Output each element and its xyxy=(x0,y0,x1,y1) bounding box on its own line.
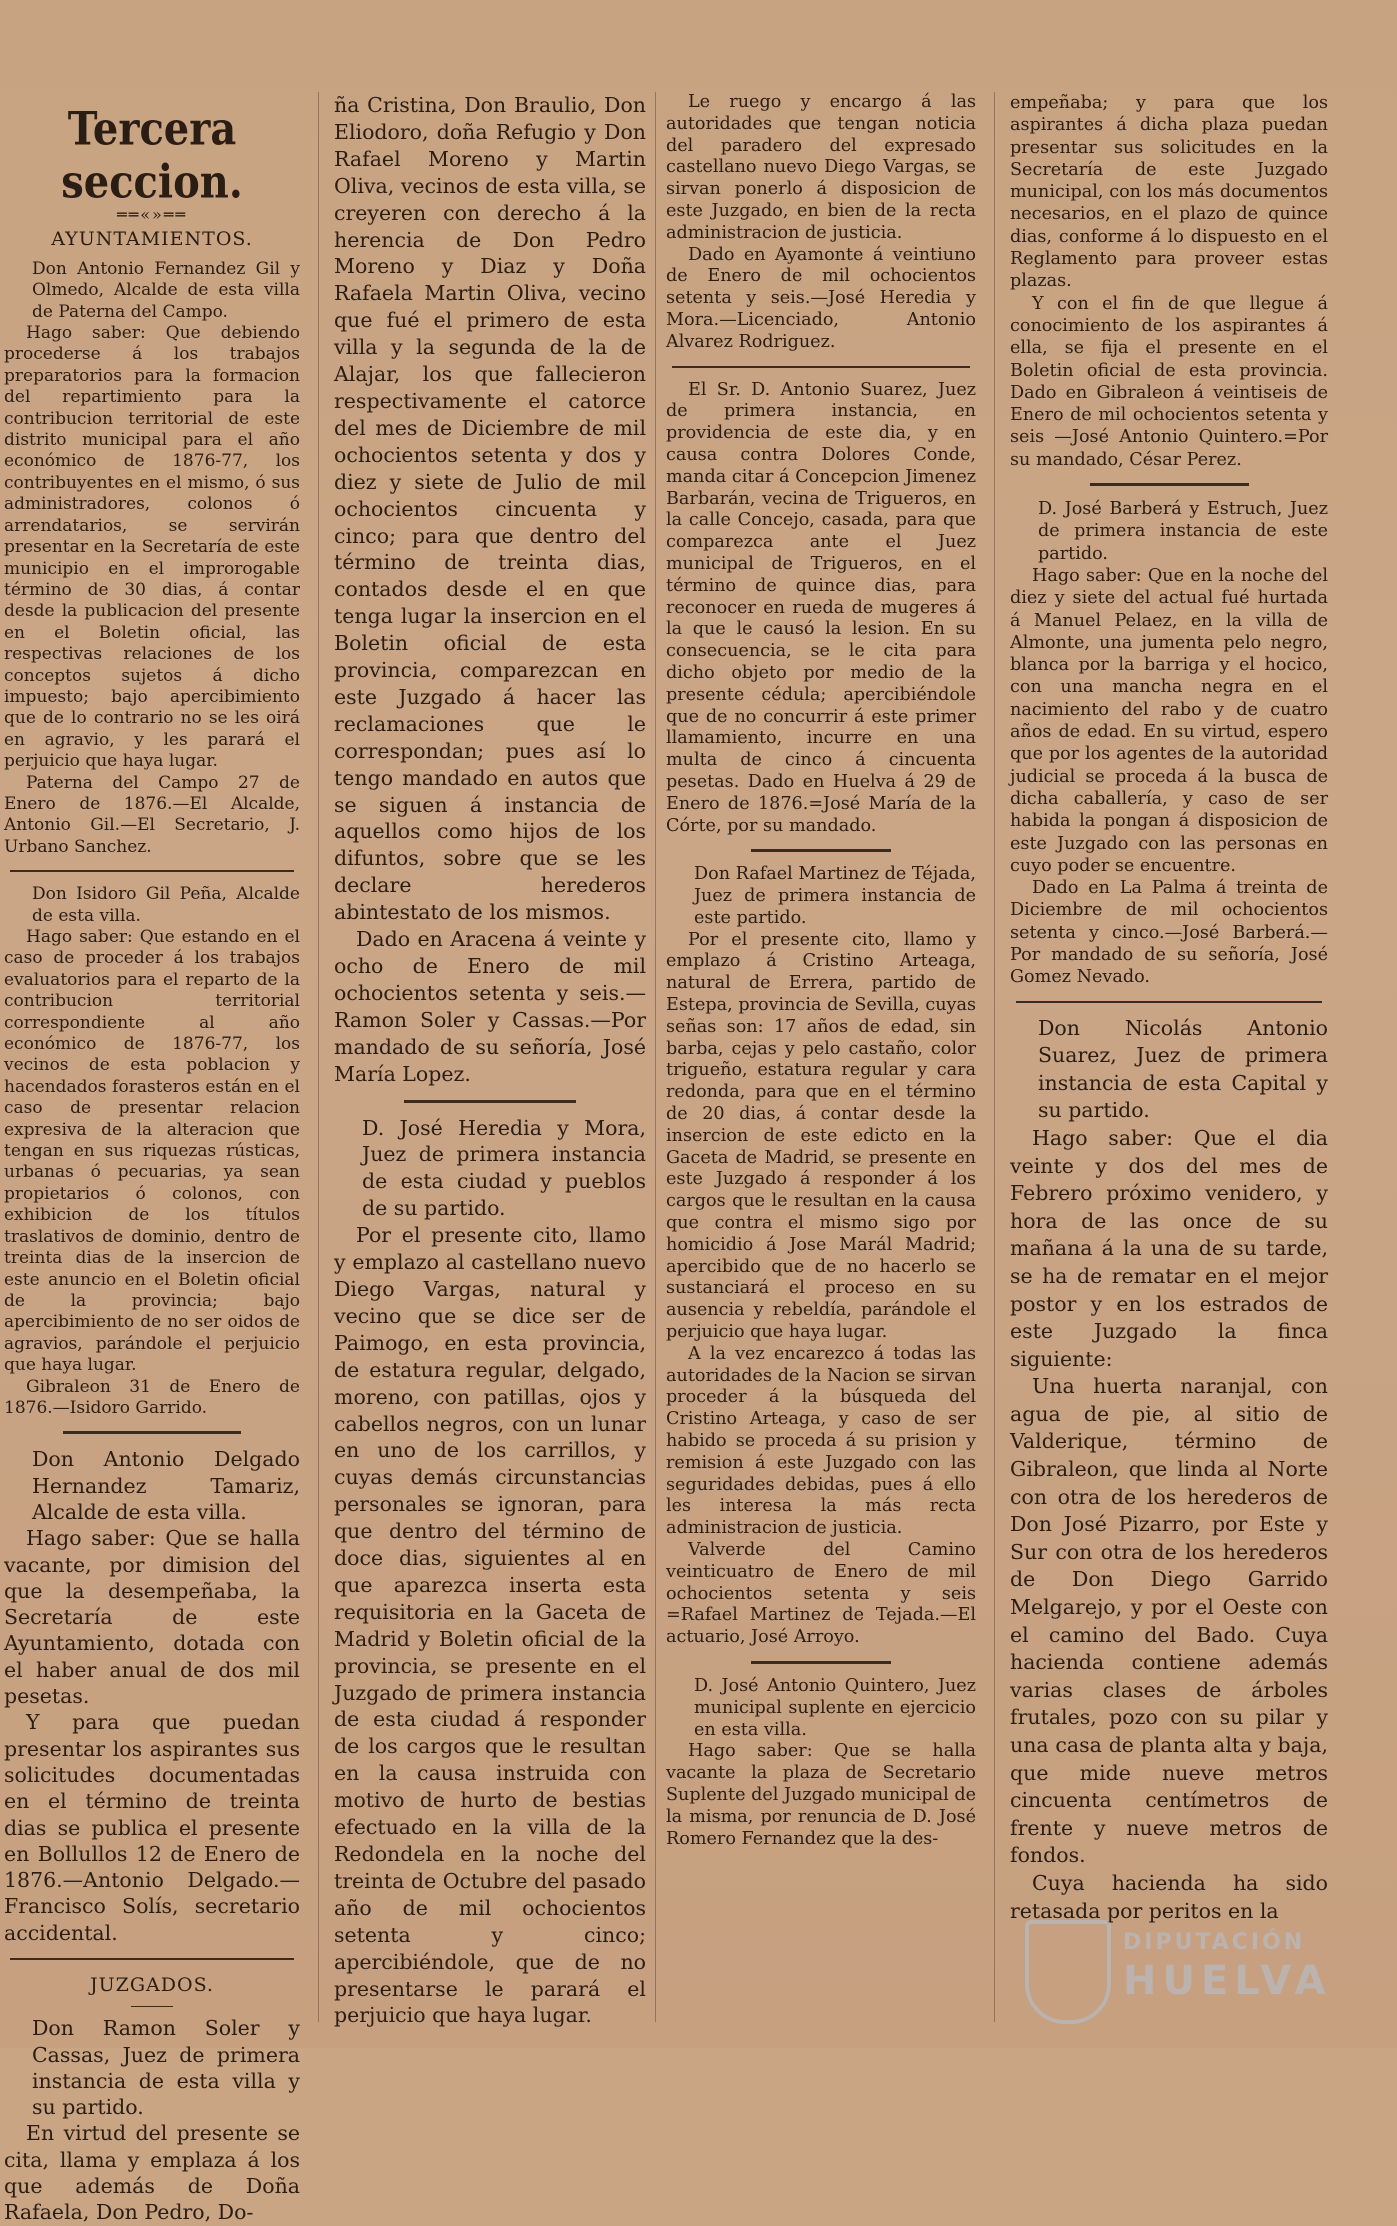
title-ornament: ══«»══ xyxy=(116,205,188,224)
notice-body: Por el presente cito, llamo y emplazo al castellano nuevo Diego Vargas, natural y vecino que se dice ser de Paimogo, en esta provincia, de estatura regular, delgado, moreno, con patillas, ojos y cabellos negros, con un lunar en uno de los carrillos, y cuyas demás circunstancias personales se ignoran, para que dentro del término de doce dias, siguientes al en que aparezca inserta esta requisitoria en la Gaceta de Madrid y Boletin oficial de la provincia, se presente en el Juzgado de primera instancia de esta ciudad á responder de los cargos que le resultan en la causa instruida con motivo de hurto de bestias efectuado en la villa de la Redondela en la noche del treinta de Octubre del pasado año de mil ochocientos setenta y cinco; apercibiéndole, que de no presentarse le parará el perjuicio que haya lugar. xyxy=(334,1223,646,2028)
notice-body: En virtud del presente se cita, llama y emplaza á los que además de Doña Rafaela, Don Pedro, Do- xyxy=(4,2121,300,2225)
notice-heading: Don Antonio Fernandez Gil y Olmedo, Alcalde de esta villa de Paterna del Campo. xyxy=(32,258,300,322)
provincial-shield-icon xyxy=(1025,1920,1111,2024)
notice-signature: Dado en La Palma á treinta de Diciembre de mil ochocientos setenta y cinco.—José Barberá.—Por mandado de su señoría, José Gomez Nevado. xyxy=(1010,878,1328,988)
separator-rule xyxy=(751,849,891,852)
notice-signature: Valverde del Camino veinticuatro de Enero de mil ochocientos setenta y seis =Rafael Martinez de Tejada.—El actuario, José Arroyo. xyxy=(666,1540,976,1648)
section-title: Tercera seccion. xyxy=(61,101,243,209)
notice-heading: Don Isidoro Gil Peña, Alcalde de esta villa. xyxy=(32,884,300,926)
column-3 xyxy=(666,92,976,2032)
notice-body: Le ruego y encargo á las autoridades que tengan noticia del paradero del expresado castellano nuevo Diego Vargas, se sirvan ponerlo á disposicion de este Juzgado, en bien de la recta administracion de justicia. xyxy=(666,92,976,243)
column-4 xyxy=(1010,92,1328,2032)
notice-heading: Don Antonio Delgado Hernandez Tamariz, Alcalde de esta villa. xyxy=(32,1447,300,1524)
column-rule xyxy=(994,92,995,2022)
separator-rule xyxy=(1090,483,1249,486)
notice-heading: D. José Antonio Quintero, Juez municipal suplente en ejercicio en esta villa. xyxy=(694,1675,976,1740)
ayuntamientos-heading: AYUNTAMIENTOS. xyxy=(51,228,253,251)
separator-rule xyxy=(131,2006,172,2007)
notice-body: ña Cristina, Don Braulio, Don Eliodoro, doña Refugio y Don Rafael Moreno y Martin Oliva, vecinos de esta villa, se creyeren con derecho á la herencia de Don Pedro Moreno y Diaz y Doña Rafaela Martin Oliva, vecino que fué el primero de esta villa y la segunda de la de Alajar, los que fallecieron respectivamente el catorce del mes de Diciembre de mil ochocientos setenta y dos y diez y siete de Julio de mil ochocientos cincuenta y cinco; para que dentro del término de treinta dias, contados desde el en que tenga lugar la insercion en el Boletin oficial de esta provincia, comparezcan en este Juzgado á hacer las reclamaciones que le correspondan; pues así lo tengo mandado en autos que se siguen á instancia de aquellos como hijos de los difuntos, sobre que se les declare herederos abintestato de los mismos. xyxy=(334,93,646,925)
notice-body: Y para que puedan presentar los aspirantes sus solicitudes documentadas en el término de treinta dias se publica el presente en Bollullos 12 de Enero de 1876.—Antonio Delgado.—Francisco Solís, secretario accidental. xyxy=(4,1710,300,1945)
separator-rule xyxy=(10,1958,294,1960)
separator-rule xyxy=(1016,1001,1321,1003)
notice-body: Hago saber: Que se halla vacante la plaza de Secretario Suplente del Juzgado municipal de la misma, por renuncia de D. José Romero Fernandez que la des- xyxy=(666,1741,976,1849)
notice-body: Por el presente cito, llamo y emplazo á Cristino Arteaga, natural de Errera, partido de Estepa, provincia de Sevilla, cuyas señas son: 17 años de edad, sin barba, cejas y pelo castaño, color trigueño, estatura regular y cara redonda, para que en el término de 20 dias, á contar desde la insercion de este edicto en la Gaceta de Madrid, se presente en este Juzgado á responder á los cargos que le resultan en la causa que contra el mismo sigo por homicidio á Jose Marál Madrid; apercibido que de no hacerlo se sustanciará el proceso en su ausencia y rebeldía, parándole el perjuicio que haya lugar. xyxy=(666,929,976,1343)
notice-signature: Paterna del Campo 27 de Enero de 1876.—El Alcalde, Antonio Gil.—El Secretario, J. Urbano Sanchez. xyxy=(4,772,300,857)
notice-body: Hago saber: Que se halla vacante, por dimision del que la desempeñaba, la Secretaría de este Ayuntamiento, dotada con el haber anual de dos mil pesetas. xyxy=(4,1526,300,1709)
notice-body: Hago saber: Que estando en el caso de proceder á los trabajos evaluatorios para el reparto de la contribucion territorial correspondiente al año económico de 1876-77, los vecinos de esta poblacion y hacendados forasteros están en el caso de presentar relacion expresiva de la alteracion que tengan en sus riquezas rústicas, urbanas ó pecuarias, ya sean propietarios ó colonos, con exhibicion de los títulos traslativos de dominio, dentro de treinta dias de la insercion de este anuncio en el Boletin oficial de la provincia; bajo apercibimiento de no ser oidos de agravios, parándole el perjuicio que haya lugar. xyxy=(4,927,300,1376)
archive-watermark xyxy=(1037,1930,1337,2010)
notice-body: El Sr. D. Antonio Suarez, Juez de primera instancia, en providencia de este dia, y en causa contra Dolores Conde, manda citar á Concepcion Jimenez Barbarán, vecina de Trigueros, en la calle Concejo, casada, para que comparezca ante el Juez municipal de Trigueros, en el término de quince dias, para reconocer en rueda de mugeres á la que le causó la lesion. En su consecuencia, se le cita para dicho objeto por medio de la presente cédula; apercibiéndole que de no concurrir á este primer llamamiento, incurre en una multa de cinco á cincuenta pesetas. Dado en Huelva á 29 de Enero de 1876.=José María de la Córte, por su mandado. xyxy=(666,379,976,836)
notice-body: A la vez encarezco á todas las autoridades de la Nacion se sirvan proceder á la búsqueda del Cristino Arteaga, y caso de ser habido se proceda á su prision y remision á este Juzgado con las seguridades debidas, pues á ello les interesa la más recta administracion de justicia. xyxy=(666,1343,976,1539)
notice-signature: Dado en Ayamonte á veintiuno de Enero de mil ochocientos setenta y seis.—José Heredia y Mora.—Licenciado, Antonio Alvarez Rodriguez. xyxy=(666,244,976,352)
separator-rule xyxy=(10,870,294,872)
watermark-line-2: HUELVA xyxy=(1123,1958,1332,2004)
column-rule xyxy=(655,92,656,2022)
notice-body: Hago saber: Que en la noche del diez y siete del actual fué hurtada á Manuel Pelaez, en la villa de Almonte, una jumenta pelo negro, blanca por la barriga y el hocico, con una mancha negra en el nacimiento del rabo y de cuatro años de edad. En su virtud, espero que por los agentes de la autoridad judicial se proceda á la busca de dicha caballería, y caso de ser habida la pongan á disposicion de este Juzgado con las personas en cuyo poder se encuentre. xyxy=(1010,565,1328,876)
notice-body: Hago saber: Que debiendo procederse á los trabajos preparatorios para la formacion del repartimiento para la contribucion territorial de este distrito municipal para el año económico de 1876-77, los contribuyentes en el mismo, ó sus administradores, colonos ó arrendatarios, se servirán presentar en la Secretaría de este municipio en el improrogable término de 30 dias, á contar desde la publicacion del presente en el Boletin oficial, las respectivas relaciones de los conceptos sujetos á dicho impuesto; bajo apercibimiento que de lo contrario no se les oirá en agravio, y les parará el perjuicio que haya lugar. xyxy=(4,323,300,772)
notice-body: Una huerta naranjal, con agua de pie, al sitio de Valderique, término de Gibraleon, que linda al Norte con otra de los herederos de Don José Pizarro, por Este y Sur con otra de los herederos de Don Diego Garrido Melgarejo, y por el Oeste con el camino del Bado. Cuya hacienda contiene además varias clases de árboles frutales, pozo con su pilar y una casa de planta alta y baja, que mide nueve metros cincuenta centímetros de frente y nueve metros de fondos. xyxy=(1010,1374,1328,1868)
column-2 xyxy=(334,92,646,2032)
notice-body: empeñaba; y para que los aspirantes á dicha plaza puedan presentar sus solicitudes en la Secretaría de este Juzgado municipal, con los más documentos necesarios, en el plazo de quince dias, conforme á lo dispuesto en el Reglamento para proveer estas plazas. xyxy=(1010,93,1328,292)
notice-heading: Don Ramon Soler y Cassas, Juez de primera instancia de esta villa y su partido. xyxy=(32,2016,300,2120)
notice-heading: Don Nicolás Antonio Suarez, Juez de primera instancia de esta Capital y su partido. xyxy=(1038,1015,1328,1123)
separator-rule xyxy=(63,1431,241,1434)
notice-heading: D. José Heredia y Mora, Juez de primera instancia de esta ciudad y pueblos de su partido. xyxy=(362,1115,646,1221)
juzgados-heading: JUZGADOS. xyxy=(90,1973,214,1996)
column-rule xyxy=(318,92,319,2022)
notice-body: Cuya hacienda ha sido retasada por peritos en la xyxy=(1010,1870,1328,1923)
notice-signature: Gibraleon 31 de Enero de 1876.—Isidoro Garrido. xyxy=(4,1376,300,1418)
separator-rule xyxy=(672,366,970,368)
notice-signature: Dado en Aracena á veinte y ocho de Enero de mil ochocientos setenta y seis.—Ramon Soler y Cassas.—Por mandado de su señoría, José María Lopez. xyxy=(334,927,646,1086)
column-1 xyxy=(4,92,300,2225)
watermark-line-1: DIPUTACIÓN xyxy=(1123,1930,1306,1955)
separator-rule xyxy=(751,1661,891,1664)
notice-body: Hago saber: Que el dia veinte y dos del mes de Febrero próximo venidero, y hora de las once de su mañana á la una de su tarde, se ha de rematar en el mejor postor y en los estrados de este Juzgado la finca siguiente: xyxy=(1010,1125,1328,1371)
notice-heading: Don Rafael Martinez de Téjada, Juez de primera instancia de este partido. xyxy=(694,864,976,928)
separator-rule xyxy=(404,1100,576,1103)
notice-body: Y con el fin de que llegue á conocimiento de los aspirantes á ella, se fija el presente en el Boletin oficial de esta provincia. Dado en Gibraleon á veintiseis de Enero de mil ochocientos setenta y seis —José Antonio Quintero.=Por su mandado, César Perez. xyxy=(1010,293,1328,470)
notice-heading: D. José Barberá y Estruch, Juez de primera instancia de este partido. xyxy=(1038,499,1328,564)
